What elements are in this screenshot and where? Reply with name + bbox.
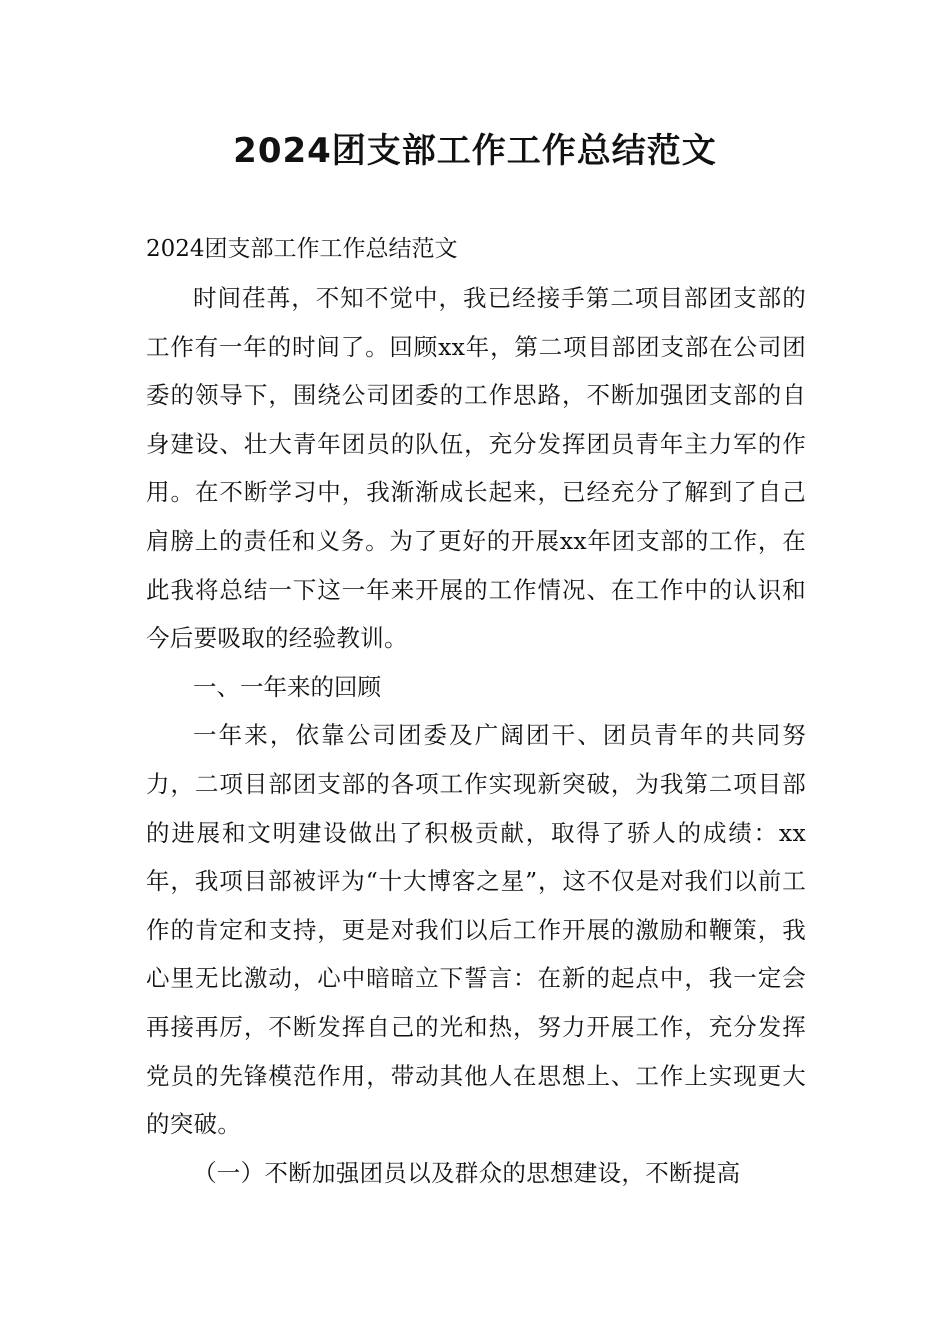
document-title: 2024团支部工作工作总结范文 [233, 131, 717, 171]
section-heading-review: 一、一年来的回顾 [193, 672, 381, 701]
paragraph-review: 一年来，依靠公司团委及广阔团干、团员青年的共同努力，二项目部团支部的各项工作实现新突破，为我第二项目部的进展和文明建设做出了积极贡献，取得了骄人的成绩：xx年，我项目部被评为“十大博客之星”，这不仅是对我们以前工作的肯定和支持，更是对我们以后工作开展的激励和鞭策，我心里无比激动，心中暗暗立下誓言：在新的起点中，我一定会再接再厉，不断发挥自己的光和热，努力开展工作，充分发挥党员的先锋模范作用，带动其他人在思想上、工作上实现更大的突破。 [146, 721, 806, 1139]
document-body [146, 274, 806, 1197]
paragraph-intro: 时间荏苒，不知不觉中，我已经接手第二项目部团支部的工作有一年的时间了。回顾xx年，第二项目部团支部在公司团委的领导下，围绕公司团委的工作思路，不断加强团支部的自身建设、壮大青年团员的队伍，充分发挥团员青年主力军的作用。在不断学习中，我渐渐成长起来，已经充分了解到了自己肩膀上的责任和义务。为了更好的开展xx年团支部的工作，在此我将总结一下这一年来开展的工作情况、在工作中的认识和今后要吸取的经验教训。 [146, 284, 806, 653]
paragraph-subsection-1: （一）不断加强团员以及群众的思想建设，不断提高 [193, 1158, 741, 1187]
document-subtitle: 2024团支部工作工作总结范文 [146, 236, 458, 262]
